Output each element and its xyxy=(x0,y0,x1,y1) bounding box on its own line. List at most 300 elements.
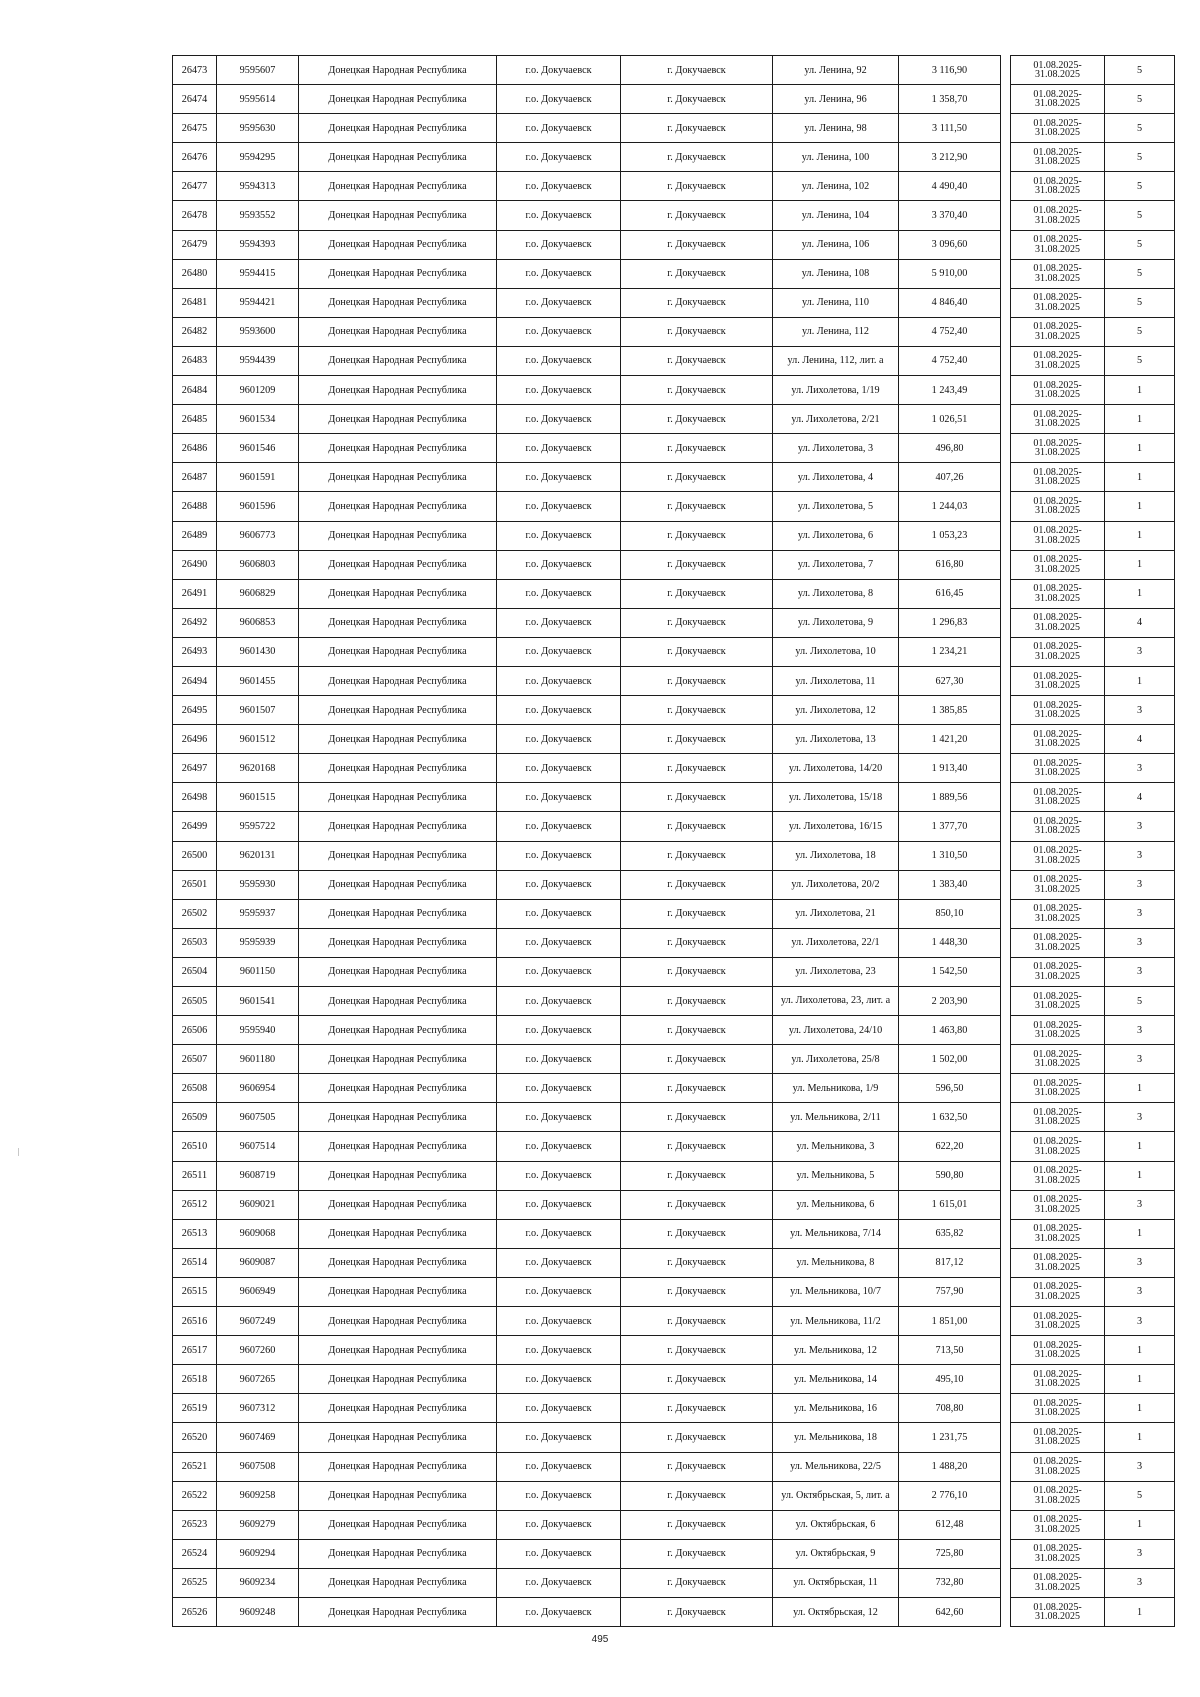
object-code-cell: 9606803 xyxy=(217,550,299,579)
column-gap xyxy=(1001,957,1011,986)
value-cell: 642,60 xyxy=(899,1597,1001,1626)
district-cell: г.о. Докучаевск xyxy=(497,434,621,463)
period-cell: 01.08.2025-31.08.2025 xyxy=(1011,1336,1105,1365)
region-cell: Донецкая Народная Республика xyxy=(299,1190,497,1219)
table-row xyxy=(173,230,1175,259)
region-cell: Донецкая Народная Республика xyxy=(299,608,497,637)
object-code-cell: 9607469 xyxy=(217,1423,299,1452)
period-cell: 01.08.2025-31.08.2025 xyxy=(1011,405,1105,434)
district-cell: г.о. Докучаевск xyxy=(497,405,621,434)
value-cell: 4 846,40 xyxy=(899,288,1001,317)
count-cell: 1 xyxy=(1105,492,1175,521)
region-cell: Донецкая Народная Республика xyxy=(299,434,497,463)
region-cell: Донецкая Народная Республика xyxy=(299,1132,497,1161)
row-number-cell: 26490 xyxy=(173,550,217,579)
period-cell: 01.08.2025-31.08.2025 xyxy=(1011,957,1105,986)
value-cell: 616,80 xyxy=(899,550,1001,579)
period-cell: 01.08.2025-31.08.2025 xyxy=(1011,1307,1105,1336)
district-cell: г.о. Докучаевск xyxy=(497,1219,621,1248)
district-cell: г.о. Докучаевск xyxy=(497,376,621,405)
table-row xyxy=(173,1452,1175,1481)
count-cell: 3 xyxy=(1105,870,1175,899)
count-cell: 3 xyxy=(1105,1307,1175,1336)
count-cell: 3 xyxy=(1105,1016,1175,1045)
city-cell: г. Докучаевск xyxy=(621,1161,773,1190)
row-number-cell: 26520 xyxy=(173,1423,217,1452)
period-cell: 01.08.2025-31.08.2025 xyxy=(1011,463,1105,492)
city-cell: г. Докучаевск xyxy=(621,987,773,1016)
city-cell: г. Докучаевск xyxy=(621,56,773,85)
period-cell: 01.08.2025-31.08.2025 xyxy=(1011,1016,1105,1045)
street-address-cell: ул. Лихолетова, 20/2 xyxy=(773,870,899,899)
row-number-cell: 26488 xyxy=(173,492,217,521)
street-address-cell: ул. Мельникова, 18 xyxy=(773,1423,899,1452)
value-cell: 1 488,20 xyxy=(899,1452,1001,1481)
table-row xyxy=(173,812,1175,841)
street-address-cell: ул. Ленина, 104 xyxy=(773,201,899,230)
region-cell: Донецкая Народная Республика xyxy=(299,85,497,114)
region-cell: Донецкая Народная Республика xyxy=(299,114,497,143)
table-row xyxy=(173,172,1175,201)
region-cell: Донецкая Народная Республика xyxy=(299,1103,497,1132)
row-number-cell: 26489 xyxy=(173,521,217,550)
row-number-cell: 26493 xyxy=(173,637,217,666)
district-cell: г.о. Докучаевск xyxy=(497,899,621,928)
district-cell: г.о. Докучаевск xyxy=(497,754,621,783)
period-cell: 01.08.2025-31.08.2025 xyxy=(1011,928,1105,957)
count-cell: 3 xyxy=(1105,899,1175,928)
region-cell: Донецкая Народная Республика xyxy=(299,1161,497,1190)
value-cell: 1 632,50 xyxy=(899,1103,1001,1132)
district-cell: г.о. Докучаевск xyxy=(497,579,621,608)
object-code-cell: 9595939 xyxy=(217,928,299,957)
street-address-cell: ул. Лихолетова, 23 xyxy=(773,957,899,986)
city-cell: г. Докучаевск xyxy=(621,1277,773,1306)
city-cell: г. Докучаевск xyxy=(621,928,773,957)
region-cell: Донецкая Народная Республика xyxy=(299,259,497,288)
column-gap xyxy=(1001,1248,1011,1277)
district-cell: г.о. Докучаевск xyxy=(497,1568,621,1597)
column-gap xyxy=(1001,550,1011,579)
street-address-cell: ул. Лихолетова, 11 xyxy=(773,666,899,695)
table-row xyxy=(173,1132,1175,1161)
region-cell: Донецкая Народная Республика xyxy=(299,346,497,375)
table-row xyxy=(173,405,1175,434)
value-cell: 4 752,40 xyxy=(899,346,1001,375)
count-cell: 3 xyxy=(1105,1277,1175,1306)
street-address-cell: ул. Мельникова, 2/11 xyxy=(773,1103,899,1132)
value-cell: 635,82 xyxy=(899,1219,1001,1248)
column-gap xyxy=(1001,579,1011,608)
street-address-cell: ул. Мельникова, 16 xyxy=(773,1394,899,1423)
count-cell: 5 xyxy=(1105,143,1175,172)
region-cell: Донецкая Народная Республика xyxy=(299,987,497,1016)
region-cell: Донецкая Народная Республика xyxy=(299,928,497,957)
value-cell: 1 913,40 xyxy=(899,754,1001,783)
street-address-cell: ул. Ленина, 112, лит. а xyxy=(773,346,899,375)
district-cell: г.о. Докучаевск xyxy=(497,1190,621,1219)
period-cell: 01.08.2025-31.08.2025 xyxy=(1011,1452,1105,1481)
district-cell: г.о. Докучаевск xyxy=(497,346,621,375)
row-number-cell: 26508 xyxy=(173,1074,217,1103)
district-cell: г.о. Докучаевск xyxy=(497,1307,621,1336)
object-code-cell: 9607505 xyxy=(217,1103,299,1132)
count-cell: 3 xyxy=(1105,1103,1175,1132)
table-row xyxy=(173,85,1175,114)
count-cell: 5 xyxy=(1105,987,1175,1016)
city-cell: г. Докучаевск xyxy=(621,346,773,375)
district-cell: г.о. Докучаевск xyxy=(497,114,621,143)
street-address-cell: ул. Лихолетова, 25/8 xyxy=(773,1045,899,1074)
period-cell: 01.08.2025-31.08.2025 xyxy=(1011,579,1105,608)
value-cell: 4 752,40 xyxy=(899,317,1001,346)
object-code-cell: 9593600 xyxy=(217,317,299,346)
city-cell: г. Докучаевск xyxy=(621,812,773,841)
table-row xyxy=(173,928,1175,957)
region-cell: Донецкая Народная Республика xyxy=(299,463,497,492)
street-address-cell: ул. Лихолетова, 2/21 xyxy=(773,405,899,434)
period-cell: 01.08.2025-31.08.2025 xyxy=(1011,1190,1105,1219)
value-cell: 596,50 xyxy=(899,1074,1001,1103)
region-cell: Донецкая Народная Республика xyxy=(299,376,497,405)
object-code-cell: 9595930 xyxy=(217,870,299,899)
value-cell: 407,26 xyxy=(899,463,1001,492)
count-cell: 1 xyxy=(1105,1394,1175,1423)
column-gap xyxy=(1001,114,1011,143)
value-cell: 622,20 xyxy=(899,1132,1001,1161)
count-cell: 1 xyxy=(1105,1510,1175,1539)
table-row xyxy=(173,288,1175,317)
period-cell: 01.08.2025-31.08.2025 xyxy=(1011,1510,1105,1539)
region-cell: Донецкая Народная Республика xyxy=(299,201,497,230)
district-cell: г.о. Докучаевск xyxy=(497,841,621,870)
column-gap xyxy=(1001,434,1011,463)
table-row xyxy=(173,1277,1175,1306)
row-number-cell: 26497 xyxy=(173,754,217,783)
table-row xyxy=(173,1539,1175,1568)
count-cell: 3 xyxy=(1105,1568,1175,1597)
district-cell: г.о. Докучаевск xyxy=(497,201,621,230)
count-cell: 1 xyxy=(1105,1132,1175,1161)
city-cell: г. Докучаевск xyxy=(621,376,773,405)
row-number-cell: 26517 xyxy=(173,1336,217,1365)
period-cell: 01.08.2025-31.08.2025 xyxy=(1011,85,1105,114)
column-gap xyxy=(1001,1103,1011,1132)
count-cell: 1 xyxy=(1105,666,1175,695)
object-code-cell: 9620131 xyxy=(217,841,299,870)
column-gap xyxy=(1001,143,1011,172)
row-number-cell: 26487 xyxy=(173,463,217,492)
value-cell: 616,45 xyxy=(899,579,1001,608)
district-cell: г.о. Докучаевск xyxy=(497,783,621,812)
value-cell: 3 111,50 xyxy=(899,114,1001,143)
city-cell: г. Докучаевск xyxy=(621,201,773,230)
district-cell: г.о. Докучаевск xyxy=(497,608,621,637)
row-number-cell: 26510 xyxy=(173,1132,217,1161)
district-cell: г.о. Докучаевск xyxy=(497,1103,621,1132)
count-cell: 1 xyxy=(1105,550,1175,579)
row-number-cell: 26476 xyxy=(173,143,217,172)
column-gap xyxy=(1001,492,1011,521)
city-cell: г. Докучаевск xyxy=(621,725,773,754)
period-cell: 01.08.2025-31.08.2025 xyxy=(1011,492,1105,521)
region-cell: Донецкая Народная Республика xyxy=(299,754,497,783)
city-cell: г. Докучаевск xyxy=(621,1132,773,1161)
count-cell: 3 xyxy=(1105,957,1175,986)
district-cell: г.о. Докучаевск xyxy=(497,172,621,201)
street-address-cell: ул. Лихолетова, 5 xyxy=(773,492,899,521)
street-address-cell: ул. Лихолетова, 3 xyxy=(773,434,899,463)
object-code-cell: 9595607 xyxy=(217,56,299,85)
value-cell: 3 212,90 xyxy=(899,143,1001,172)
street-address-cell: ул. Октябрьская, 12 xyxy=(773,1597,899,1626)
table-row xyxy=(173,1481,1175,1510)
row-number-cell: 26524 xyxy=(173,1539,217,1568)
region-cell: Донецкая Народная Республика xyxy=(299,1423,497,1452)
row-number-cell: 26480 xyxy=(173,259,217,288)
period-cell: 01.08.2025-31.08.2025 xyxy=(1011,317,1105,346)
table-row xyxy=(173,1597,1175,1626)
region-cell: Донецкая Народная Республика xyxy=(299,696,497,725)
object-code-cell: 9594415 xyxy=(217,259,299,288)
city-cell: г. Докучаевск xyxy=(621,288,773,317)
column-gap xyxy=(1001,637,1011,666)
value-cell: 1 244,03 xyxy=(899,492,1001,521)
table-row xyxy=(173,1394,1175,1423)
city-cell: г. Докучаевск xyxy=(621,637,773,666)
row-number-cell: 26494 xyxy=(173,666,217,695)
row-number-cell: 26506 xyxy=(173,1016,217,1045)
city-cell: г. Докучаевск xyxy=(621,841,773,870)
district-cell: г.о. Докучаевск xyxy=(497,987,621,1016)
table-row xyxy=(173,201,1175,230)
column-gap xyxy=(1001,987,1011,1016)
object-code-cell: 9601455 xyxy=(217,666,299,695)
city-cell: г. Докучаевск xyxy=(621,1045,773,1074)
count-cell: 5 xyxy=(1105,172,1175,201)
street-address-cell: ул. Ленина, 98 xyxy=(773,114,899,143)
region-cell: Донецкая Народная Республика xyxy=(299,666,497,695)
count-cell: 3 xyxy=(1105,841,1175,870)
row-number-cell: 26521 xyxy=(173,1452,217,1481)
table-row xyxy=(173,1568,1175,1597)
value-cell: 2 776,10 xyxy=(899,1481,1001,1510)
district-cell: г.о. Докучаевск xyxy=(497,1452,621,1481)
period-cell: 01.08.2025-31.08.2025 xyxy=(1011,1248,1105,1277)
value-cell: 5 910,00 xyxy=(899,259,1001,288)
row-number-cell: 26519 xyxy=(173,1394,217,1423)
object-code-cell: 9606853 xyxy=(217,608,299,637)
column-gap xyxy=(1001,608,1011,637)
district-cell: г.о. Докучаевск xyxy=(497,1394,621,1423)
value-cell: 1 243,49 xyxy=(899,376,1001,405)
value-cell: 3 116,90 xyxy=(899,56,1001,85)
object-code-cell: 9609068 xyxy=(217,1219,299,1248)
value-cell: 732,80 xyxy=(899,1568,1001,1597)
district-cell: г.о. Докучаевск xyxy=(497,1423,621,1452)
region-cell: Донецкая Народная Республика xyxy=(299,405,497,434)
street-address-cell: ул. Лихолетова, 13 xyxy=(773,725,899,754)
column-gap xyxy=(1001,1452,1011,1481)
table-row xyxy=(173,259,1175,288)
street-address-cell: ул. Октябрьская, 9 xyxy=(773,1539,899,1568)
object-code-cell: 9609234 xyxy=(217,1568,299,1597)
district-cell: г.о. Докучаевск xyxy=(497,521,621,550)
object-code-cell: 9607514 xyxy=(217,1132,299,1161)
region-cell: Донецкая Народная Республика xyxy=(299,172,497,201)
value-cell: 757,90 xyxy=(899,1277,1001,1306)
district-cell: г.о. Докучаевск xyxy=(497,1539,621,1568)
count-cell: 1 xyxy=(1105,1365,1175,1394)
city-cell: г. Докучаевск xyxy=(621,696,773,725)
column-gap xyxy=(1001,201,1011,230)
table-row xyxy=(173,579,1175,608)
city-cell: г. Докучаевск xyxy=(621,230,773,259)
value-cell: 1 026,51 xyxy=(899,405,1001,434)
street-address-cell: ул. Лихолетова, 10 xyxy=(773,637,899,666)
table-row xyxy=(173,696,1175,725)
column-gap xyxy=(1001,1045,1011,1074)
table-row xyxy=(173,1307,1175,1336)
count-cell: 1 xyxy=(1105,1074,1175,1103)
count-cell: 5 xyxy=(1105,346,1175,375)
row-number-cell: 26481 xyxy=(173,288,217,317)
count-cell: 1 xyxy=(1105,1219,1175,1248)
object-code-cell: 9595614 xyxy=(217,85,299,114)
column-gap xyxy=(1001,172,1011,201)
city-cell: г. Докучаевск xyxy=(621,1219,773,1248)
region-cell: Донецкая Народная Республика xyxy=(299,1394,497,1423)
street-address-cell: ул. Мельникова, 1/9 xyxy=(773,1074,899,1103)
column-gap xyxy=(1001,259,1011,288)
table-row xyxy=(173,434,1175,463)
count-cell: 5 xyxy=(1105,288,1175,317)
table-row xyxy=(173,317,1175,346)
region-cell: Донецкая Народная Республика xyxy=(299,637,497,666)
district-cell: г.о. Докучаевск xyxy=(497,1132,621,1161)
period-cell: 01.08.2025-31.08.2025 xyxy=(1011,1277,1105,1306)
count-cell: 3 xyxy=(1105,754,1175,783)
period-cell: 01.08.2025-31.08.2025 xyxy=(1011,172,1105,201)
table-row xyxy=(173,1103,1175,1132)
city-cell: г. Докучаевск xyxy=(621,1248,773,1277)
column-gap xyxy=(1001,1568,1011,1597)
street-address-cell: ул. Ленина, 106 xyxy=(773,230,899,259)
row-number-cell: 26496 xyxy=(173,725,217,754)
object-code-cell: 9594393 xyxy=(217,230,299,259)
object-code-cell: 9601596 xyxy=(217,492,299,521)
count-cell: 3 xyxy=(1105,1190,1175,1219)
table-row xyxy=(173,899,1175,928)
city-cell: г. Докучаевск xyxy=(621,1510,773,1539)
street-address-cell: ул. Лихолетова, 23, лит. а xyxy=(773,987,899,1016)
period-cell: 01.08.2025-31.08.2025 xyxy=(1011,696,1105,725)
count-cell: 5 xyxy=(1105,85,1175,114)
column-gap xyxy=(1001,230,1011,259)
object-code-cell: 9608719 xyxy=(217,1161,299,1190)
column-gap xyxy=(1001,666,1011,695)
row-number-cell: 26505 xyxy=(173,987,217,1016)
count-cell: 5 xyxy=(1105,56,1175,85)
object-code-cell: 9607260 xyxy=(217,1336,299,1365)
count-cell: 3 xyxy=(1105,696,1175,725)
value-cell: 1 448,30 xyxy=(899,928,1001,957)
row-number-cell: 26512 xyxy=(173,1190,217,1219)
value-cell: 1 463,80 xyxy=(899,1016,1001,1045)
column-gap xyxy=(1001,346,1011,375)
table-row xyxy=(173,957,1175,986)
street-address-cell: ул. Мельникова, 12 xyxy=(773,1336,899,1365)
city-cell: г. Докучаевск xyxy=(621,1394,773,1423)
object-code-cell: 9601150 xyxy=(217,957,299,986)
count-cell: 3 xyxy=(1105,1248,1175,1277)
value-cell: 3 370,40 xyxy=(899,201,1001,230)
city-cell: г. Докучаевск xyxy=(621,1539,773,1568)
period-cell: 01.08.2025-31.08.2025 xyxy=(1011,1423,1105,1452)
value-cell: 1 310,50 xyxy=(899,841,1001,870)
period-cell: 01.08.2025-31.08.2025 xyxy=(1011,1394,1105,1423)
region-cell: Донецкая Народная Республика xyxy=(299,1307,497,1336)
period-cell: 01.08.2025-31.08.2025 xyxy=(1011,1365,1105,1394)
city-cell: г. Докучаевск xyxy=(621,783,773,812)
region-cell: Донецкая Народная Республика xyxy=(299,957,497,986)
city-cell: г. Докучаевск xyxy=(621,1190,773,1219)
object-code-cell: 9594295 xyxy=(217,143,299,172)
region-cell: Донецкая Народная Республика xyxy=(299,1481,497,1510)
period-cell: 01.08.2025-31.08.2025 xyxy=(1011,230,1105,259)
row-number-cell: 26475 xyxy=(173,114,217,143)
count-cell: 1 xyxy=(1105,376,1175,405)
period-cell: 01.08.2025-31.08.2025 xyxy=(1011,346,1105,375)
region-cell: Донецкая Народная Республика xyxy=(299,1568,497,1597)
district-cell: г.о. Докучаевск xyxy=(497,1074,621,1103)
scan-artifact xyxy=(18,1148,19,1156)
table-row xyxy=(173,1074,1175,1103)
table-row xyxy=(173,783,1175,812)
region-cell: Донецкая Народная Республика xyxy=(299,1074,497,1103)
object-code-cell: 9609087 xyxy=(217,1248,299,1277)
page-number: 495 xyxy=(591,1634,609,1645)
row-number-cell: 26498 xyxy=(173,783,217,812)
value-cell: 1 385,85 xyxy=(899,696,1001,725)
column-gap xyxy=(1001,1016,1011,1045)
row-number-cell: 26523 xyxy=(173,1510,217,1539)
table-row xyxy=(173,1219,1175,1248)
row-number-cell: 26479 xyxy=(173,230,217,259)
period-cell: 01.08.2025-31.08.2025 xyxy=(1011,259,1105,288)
count-cell: 5 xyxy=(1105,1481,1175,1510)
value-cell: 1 296,83 xyxy=(899,608,1001,637)
street-address-cell: ул. Октябрьская, 5, лит. а xyxy=(773,1481,899,1510)
value-cell: 495,10 xyxy=(899,1365,1001,1394)
table-row xyxy=(173,114,1175,143)
table-row xyxy=(173,376,1175,405)
object-code-cell: 9601430 xyxy=(217,637,299,666)
column-gap xyxy=(1001,899,1011,928)
district-cell: г.о. Докучаевск xyxy=(497,143,621,172)
street-address-cell: ул. Лихолетова, 8 xyxy=(773,579,899,608)
city-cell: г. Докучаевск xyxy=(621,317,773,346)
row-number-cell: 26500 xyxy=(173,841,217,870)
column-gap xyxy=(1001,376,1011,405)
city-cell: г. Докучаевск xyxy=(621,957,773,986)
object-code-cell: 9601534 xyxy=(217,405,299,434)
value-cell: 850,10 xyxy=(899,899,1001,928)
period-cell: 01.08.2025-31.08.2025 xyxy=(1011,1074,1105,1103)
object-code-cell: 9606773 xyxy=(217,521,299,550)
column-gap xyxy=(1001,725,1011,754)
period-cell: 01.08.2025-31.08.2025 xyxy=(1011,608,1105,637)
